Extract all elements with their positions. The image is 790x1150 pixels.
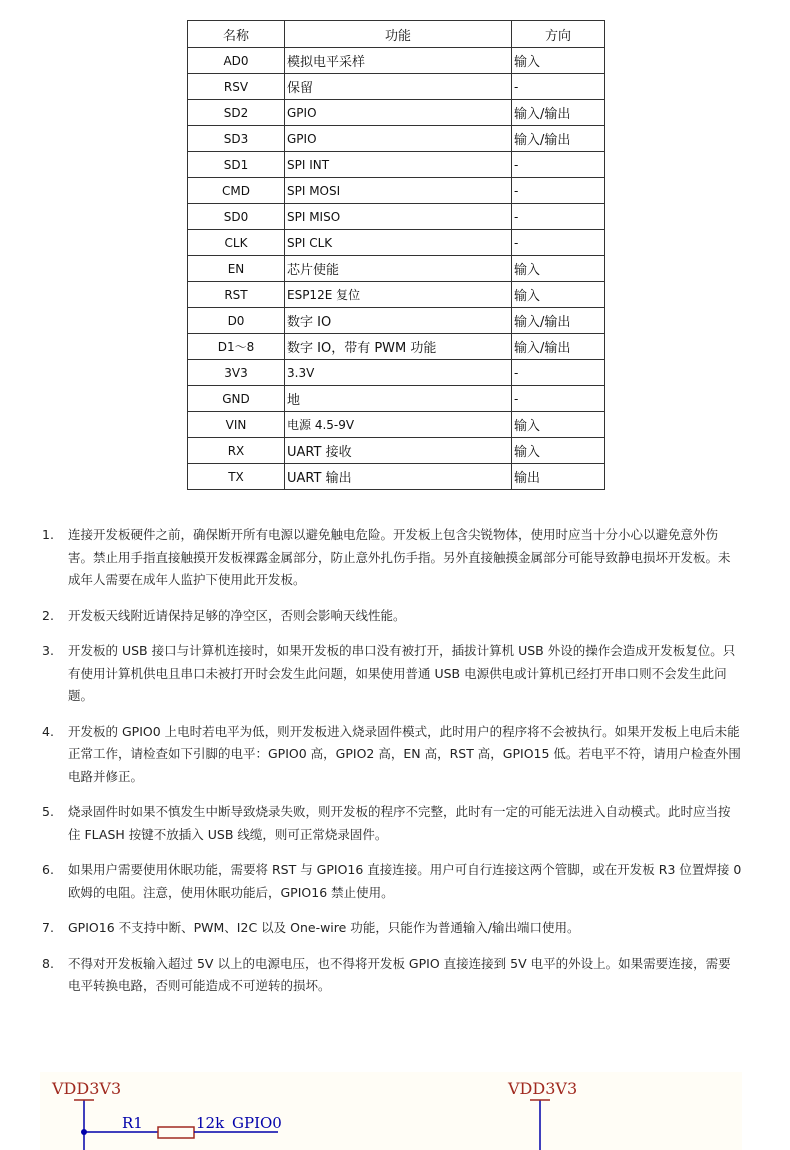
table-row (188, 204, 605, 230)
list-item (42, 524, 742, 592)
pin-function: ESP12E 复位 (285, 282, 512, 308)
table-row (188, 308, 605, 334)
pin-function: 地 (285, 386, 512, 412)
table-row (188, 152, 605, 178)
pin-name: SD3 (188, 126, 285, 152)
pin-function: 芯片使能 (285, 256, 512, 282)
table-row (188, 334, 605, 360)
note-text: 开发板的 GPIO0 上电时若电平为低，则开发板进入烧录固件模式，此时用户的程序将不会被执行。如果开发板上电后未能正常工作，请检查如下引脚的电平：GPIO0 高，GPIO2 高，EN 高，RST 高，GPIO15 低。若电平不符，请用户检查外围电路并修正。 (68, 723, 741, 784)
note-number: 4. (42, 723, 54, 739)
pin-name: 3V3 (188, 360, 285, 386)
list-item (42, 605, 742, 628)
pin-function: 数字 IO，带有 PWM 功能 (285, 334, 512, 360)
table-row (188, 48, 605, 74)
table-row (188, 256, 605, 282)
pin-direction: - (512, 74, 605, 100)
header-direction: 方向 (512, 21, 605, 48)
pin-function: SPI MISO (285, 204, 512, 230)
pin-direction: - (512, 152, 605, 178)
pin-direction: 输入 (512, 438, 605, 464)
pin-direction: 输入/输出 (512, 308, 605, 334)
pin-function: 电源 4.5-9V (285, 412, 512, 438)
pin-name: RST (188, 282, 285, 308)
schematic-drawing (40, 1072, 742, 1150)
pin-function: 模拟电平采样 (285, 48, 512, 74)
note-number: 5. (42, 804, 54, 819)
list-item (42, 953, 742, 998)
pin-function: UART 接收 (285, 438, 512, 464)
pin-name: RSV (188, 74, 285, 100)
list-item (42, 859, 742, 904)
pin-name: VIN (188, 412, 285, 438)
pin-name: D1～8 (188, 334, 285, 360)
note-number: 2. (42, 607, 54, 623)
note-text: GPIO16 不支持中断、PWM、I2C 以及 One-wire 功能，只能作为普通输入/输出端口使用。 (68, 920, 580, 935)
pin-direction: - (512, 178, 605, 204)
note-number: 3. (42, 643, 54, 658)
pin-name: EN (188, 256, 285, 282)
table-row (188, 464, 605, 490)
table-row (188, 74, 605, 100)
pin-direction: - (512, 204, 605, 230)
pin-direction: 输入/输出 (512, 126, 605, 152)
resistor-value: 12k (196, 1114, 225, 1132)
pin-name: SD0 (188, 204, 285, 230)
pin-name: SD1 (188, 152, 285, 178)
list-item (42, 917, 742, 940)
header-function: 功能 (285, 21, 512, 48)
note-text: 连接开发板硬件之前，确保断开所有电源以避免触电危险。开发板上包含尖锐物体，使用时应当十分小心以避免意外伤害。禁止用手指直接触摸开发板裸露金属部分，防止意外扎伤手指。另外直接触摸金属部分可能导致静电损坏开发板。未成年人需要在成年人监护下使用此开发板。 (68, 527, 731, 587)
pin-name: GND (188, 386, 285, 412)
pin-function: GPIO (285, 126, 512, 152)
pin-name: SD2 (188, 100, 285, 126)
pin-name: TX (188, 464, 285, 490)
pin-direction: 输入 (512, 282, 605, 308)
pin-name: D0 (188, 308, 285, 334)
note-number: 6. (42, 862, 54, 877)
pin-direction: - (512, 230, 605, 256)
pin-direction: - (512, 386, 605, 412)
pin-function: 3.3V (285, 360, 512, 386)
note-text: 开发板的 USB 接口与计算机连接时，如果开发板的串口没有被打开，插拔计算机 USB 外设的操作会造成开发板复位。只有使用计算机供电且串口未被打开时会发生此问题，如果使用普通 USB 电源供电或计算机已经打开串口则不会发生此问题。 (68, 643, 736, 703)
list-item (42, 721, 742, 789)
pin-name: CMD (188, 178, 285, 204)
table-header-row (188, 21, 605, 48)
junction-dot (81, 1129, 87, 1135)
table-row (188, 178, 605, 204)
note-number: 1. (42, 527, 54, 542)
table-row (188, 282, 605, 308)
pin-function-table (187, 20, 605, 490)
note-text: 开发板天线附近请保持足够的净空区，否则会影响天线性能。 (68, 607, 406, 623)
pin-name: AD0 (188, 48, 285, 74)
left-power-label: VDD3V3 (52, 1079, 122, 1098)
pin-function: SPI MOSI (285, 178, 512, 204)
list-item (42, 801, 742, 846)
pin-direction: 输入 (512, 412, 605, 438)
pin-function: 保留 (285, 74, 512, 100)
pin-direction: 输入/输出 (512, 334, 605, 360)
pin-direction: 输入 (512, 48, 605, 74)
note-text: 烧录固件时如果不慎发生中断导致烧录失败，则开发板的程序不完整，此时有一定的可能无法进入自动模式。此时应当按住 FLASH 按键不放插入 USB 线缆，则可正常烧录固件。 (68, 804, 731, 842)
pullup-schematic (40, 1072, 742, 1150)
list-item (42, 640, 742, 708)
resistor-ref: R1 (122, 1114, 143, 1132)
pin-direction: 输入/输出 (512, 100, 605, 126)
pin-function: SPI INT (285, 152, 512, 178)
note-text: 不得对开发板输入超过 5V 以上的电源电压，也不得将开发板 GPIO 直接连接到 5V 电平的外设上。如果需要连接，需要电平转换电路，否则可能造成不可逆转的损坏。 (68, 955, 731, 993)
pin-function: UART 输出 (285, 464, 512, 490)
note-number: 8. (42, 955, 54, 971)
pin-name: CLK (188, 230, 285, 256)
table-row (188, 100, 605, 126)
pin-function: GPIO (285, 100, 512, 126)
table-row (188, 126, 605, 152)
resistor-r1 (158, 1127, 194, 1138)
pin-function: SPI CLK (285, 230, 512, 256)
pin-name: RX (188, 438, 285, 464)
note-text: 如果用户需要使用休眠功能，需要将 RST 与 GPIO16 直接连接。用户可自行连接这两个管脚，或在开发板 R3 位置焊接 0 欧姆的电阻。注意，使用休眠功能后，GPIO16 禁止使用。 (68, 862, 742, 900)
table-row (188, 386, 605, 412)
table-row (188, 230, 605, 256)
usage-notes-list (42, 524, 742, 1011)
table-row (188, 438, 605, 464)
pin-direction: 输入 (512, 256, 605, 282)
pin-function: 数字 IO (285, 308, 512, 334)
net-label-gpio0: GPIO0 (232, 1114, 282, 1132)
table-row (188, 360, 605, 386)
pin-direction: - (512, 360, 605, 386)
table-row (188, 412, 605, 438)
note-number: 7. (42, 920, 54, 935)
header-name: 名称 (188, 21, 285, 48)
pin-direction: 输出 (512, 464, 605, 490)
right-power-label: VDD3V3 (508, 1079, 578, 1098)
